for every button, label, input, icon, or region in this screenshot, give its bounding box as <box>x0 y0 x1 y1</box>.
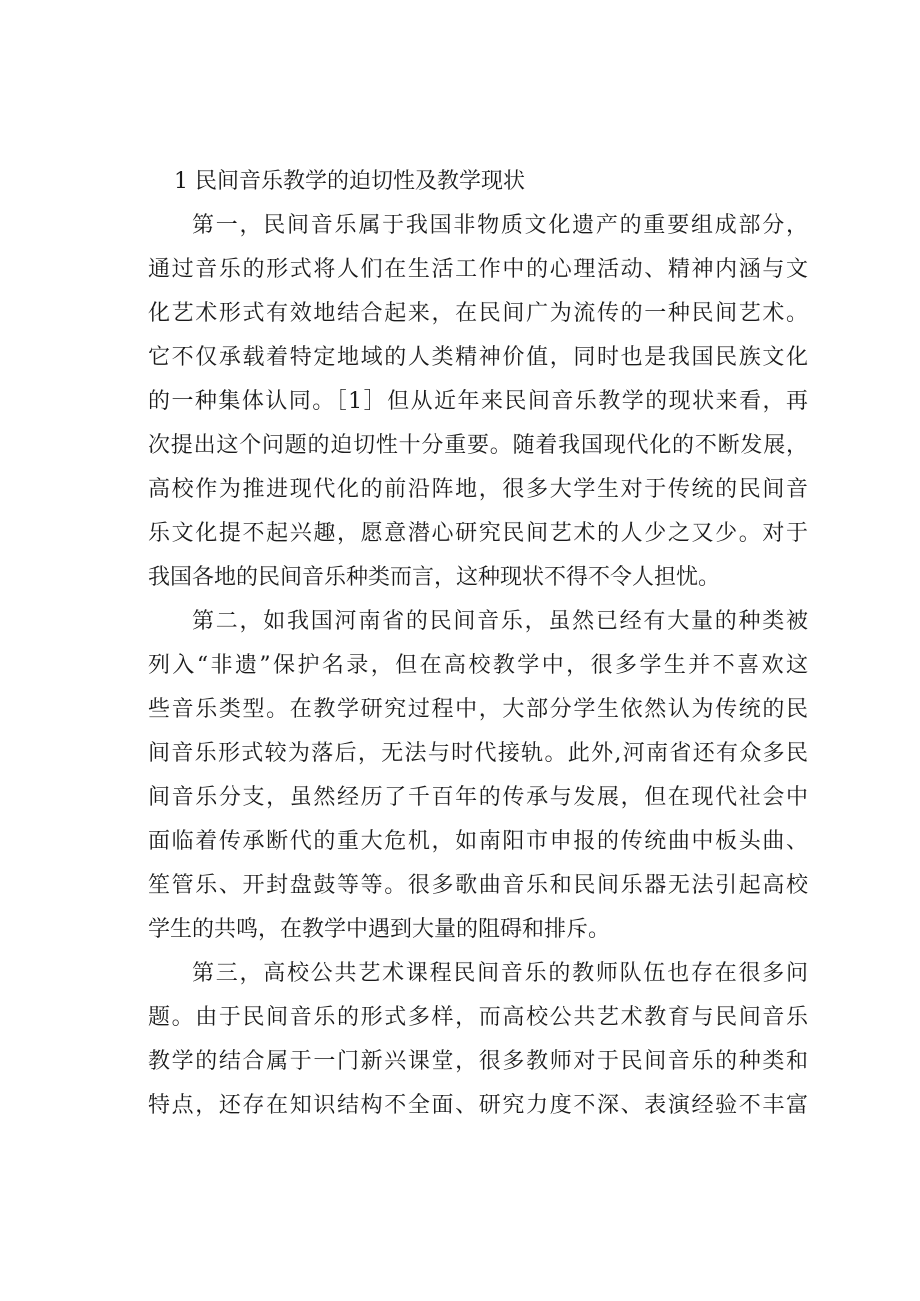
paragraph-line: 第二，如我国河南省的民间音乐，虽然已经有大量的种类被 <box>192 609 808 634</box>
paragraph-line: 面临着传承断代的重大危机，如南阳市申报的传统曲中板头曲、 <box>148 829 808 854</box>
paragraph-line: 第三，高校公共艺术课程民间音乐的教师队伍也存在很多问 <box>192 961 808 986</box>
paragraph-line: 笙管乐、开封盘鼓等等。很多歌曲音乐和民间乐器无法引起高校 <box>148 873 808 898</box>
paragraph-line: 列入“非遗”保护名录，但在高校教学中，很多学生并不喜欢这 <box>148 653 808 678</box>
paragraph-line: 次提出这个问题的迫切性十分重要。随着我国现代化的不断发展， <box>148 433 808 458</box>
paragraph-2 <box>148 600 808 952</box>
paragraph-line: 学生的共鸣，在教学中遇到大量的阻碍和排斥。 <box>148 917 611 942</box>
paragraph-3 <box>148 952 808 1128</box>
paragraph-line: 我国各地的民间音乐种类而言，这种现状不得不令人担忧。 <box>148 565 721 590</box>
paragraph-1 <box>148 204 808 600</box>
paragraph-line: 通过音乐的形式将人们在生活工作中的心理活动、精神内涵与文 <box>148 257 808 282</box>
paragraph-line: 题。由于民间音乐的形式多样，而高校公共艺术教育与民间音乐 <box>148 1005 808 1030</box>
paragraph-line: 些音乐类型。在教学研究过程中，大部分学生依然认为传统的民 <box>148 697 808 722</box>
paragraph-line: 特点，还存在知识结构不全面、研究力度不深、表演经验不丰富 <box>148 1093 808 1118</box>
paragraph-line: 间音乐分支，虽然经历了千百年的传承与发展，但在现代社会中 <box>148 785 808 810</box>
paragraph-line: 它不仅承载着特定地域的人类精神价值，同时也是我国民族文化 <box>148 345 808 370</box>
paragraph-line: 的一种集体认同。［1］但从近年来民间音乐教学的现状来看，再 <box>148 389 808 414</box>
paragraph-line: 教学的结合属于一门新兴课堂，很多教师对于民间音乐的种类和 <box>148 1049 808 1074</box>
paragraph-line: 高校作为推进现代化的前沿阵地，很多大学生对于传统的民间音 <box>148 477 808 502</box>
document-body <box>148 160 808 1128</box>
paragraph-line: 化艺术形式有效地结合起来，在民间广为流传的一种民间艺术。 <box>148 301 808 326</box>
section-heading: 1 民间音乐教学的迫切性及教学现状 <box>174 169 525 194</box>
paragraph-line: 第一，民间音乐属于我国非物质文化遗产的重要组成部分， <box>192 213 808 238</box>
paragraph-line: 间音乐形式较为落后，无法与时代接轨。此外,河南省还有众多民 <box>148 741 808 766</box>
paragraph-line: 乐文化提不起兴趣，愿意潜心研究民间艺术的人少之又少。对于 <box>148 521 808 546</box>
